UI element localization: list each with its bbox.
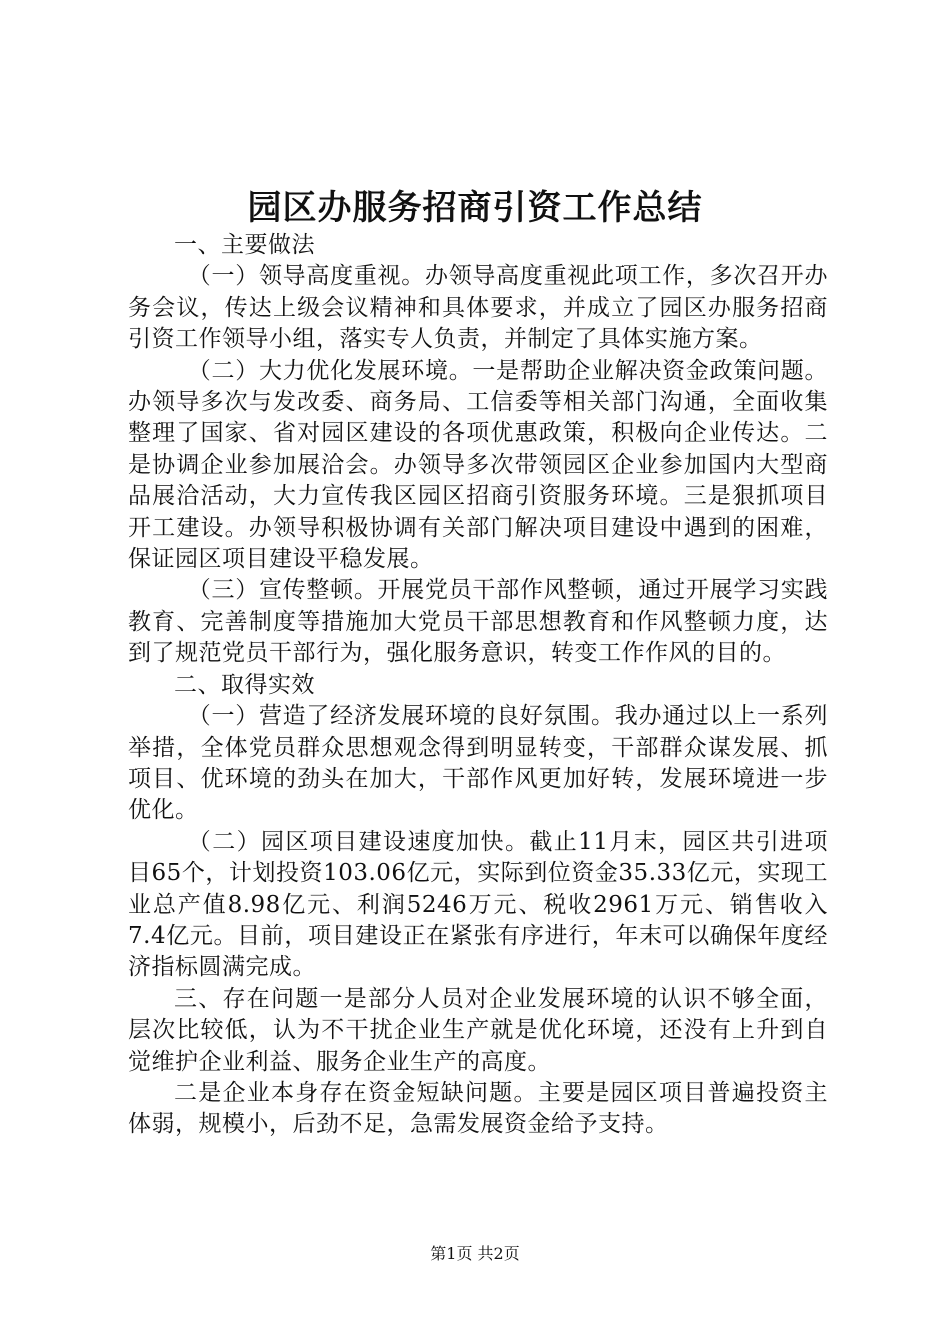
paragraph-project-speed: （二）园区项目建设速度加快。截止11月末，园区共引进项目65个，计划投资103.06亿元，实际到位资金35.33亿元，实现工业总产值8.98亿元、利润5246万元、税收2961万元、销售收入7.4亿元。目前，项目建设正在紧张有序进行，年末可以确保年度经济指标圆满完成。 (128, 828, 828, 981)
document-body (128, 230, 828, 1141)
paragraph-problems: 三、存在问题一是部分人员对企业发展环境的认识不够全面，层次比较低，认为不干扰企业生产就是优化环境，还没有上升到自觉维护企业利益、服务企业生产的高度。 (128, 985, 828, 1075)
paragraph-funding-shortage: 二是企业本身存在资金短缺问题。主要是园区项目普遍投资主体弱，规模小，后劲不足，急需发展资金给予支持。 (128, 1079, 828, 1138)
section-heading-results: 二、取得实效 (174, 671, 315, 698)
document-title: 园区办服务招商引资工作总结 (247, 188, 703, 228)
paragraph-leadership: （一）领导高度重视。办领导高度重视此项工作，多次召开办务会议，传达上级会议精神和具体要求，并成立了园区办服务招商引资工作领导小组，落实专人负责，并制定了具体实施方案。 (128, 263, 828, 353)
paragraph-environment: （二）大力优化发展环境。一是帮助企业解决资金政策问题。办领导多次与发改委、商务局、工信委等相关部门沟通，全面收集整理了国家、省对园区建设的各项优惠政策，积极向企业传达。二是协调企业参加展洽会。办领导多次带领园区企业参加国内大型商品展洽活动，大力宣传我区园区招商引资服务环境。三是狠抓项目开工建设。办领导积极协调有关部门解决项目建设中遇到的困难，保证园区项目建设平稳发展。 (128, 357, 828, 573)
page-footer: 第1页 共2页 (430, 1244, 520, 1263)
paragraph-atmosphere: （一）营造了经济发展环境的良好氛围。我办通过以上一系列举措，全体党员群众思想观念得到明显转变，干部群众谋发展、抓项目、优环境的劲头在加大，干部作风更加好转，发展环境进一步优化。 (128, 703, 828, 824)
paragraph-rectification: （三）宣传整顿。开展党员干部作风整顿，通过开展学习实践教育、完善制度等措施加大党员干部思想教育和作风整顿力度，达到了规范党员干部行为，强化服务意识，转变工作作风的目的。 (128, 577, 828, 667)
section-heading-main-practices: 一、主要做法 (174, 232, 315, 258)
